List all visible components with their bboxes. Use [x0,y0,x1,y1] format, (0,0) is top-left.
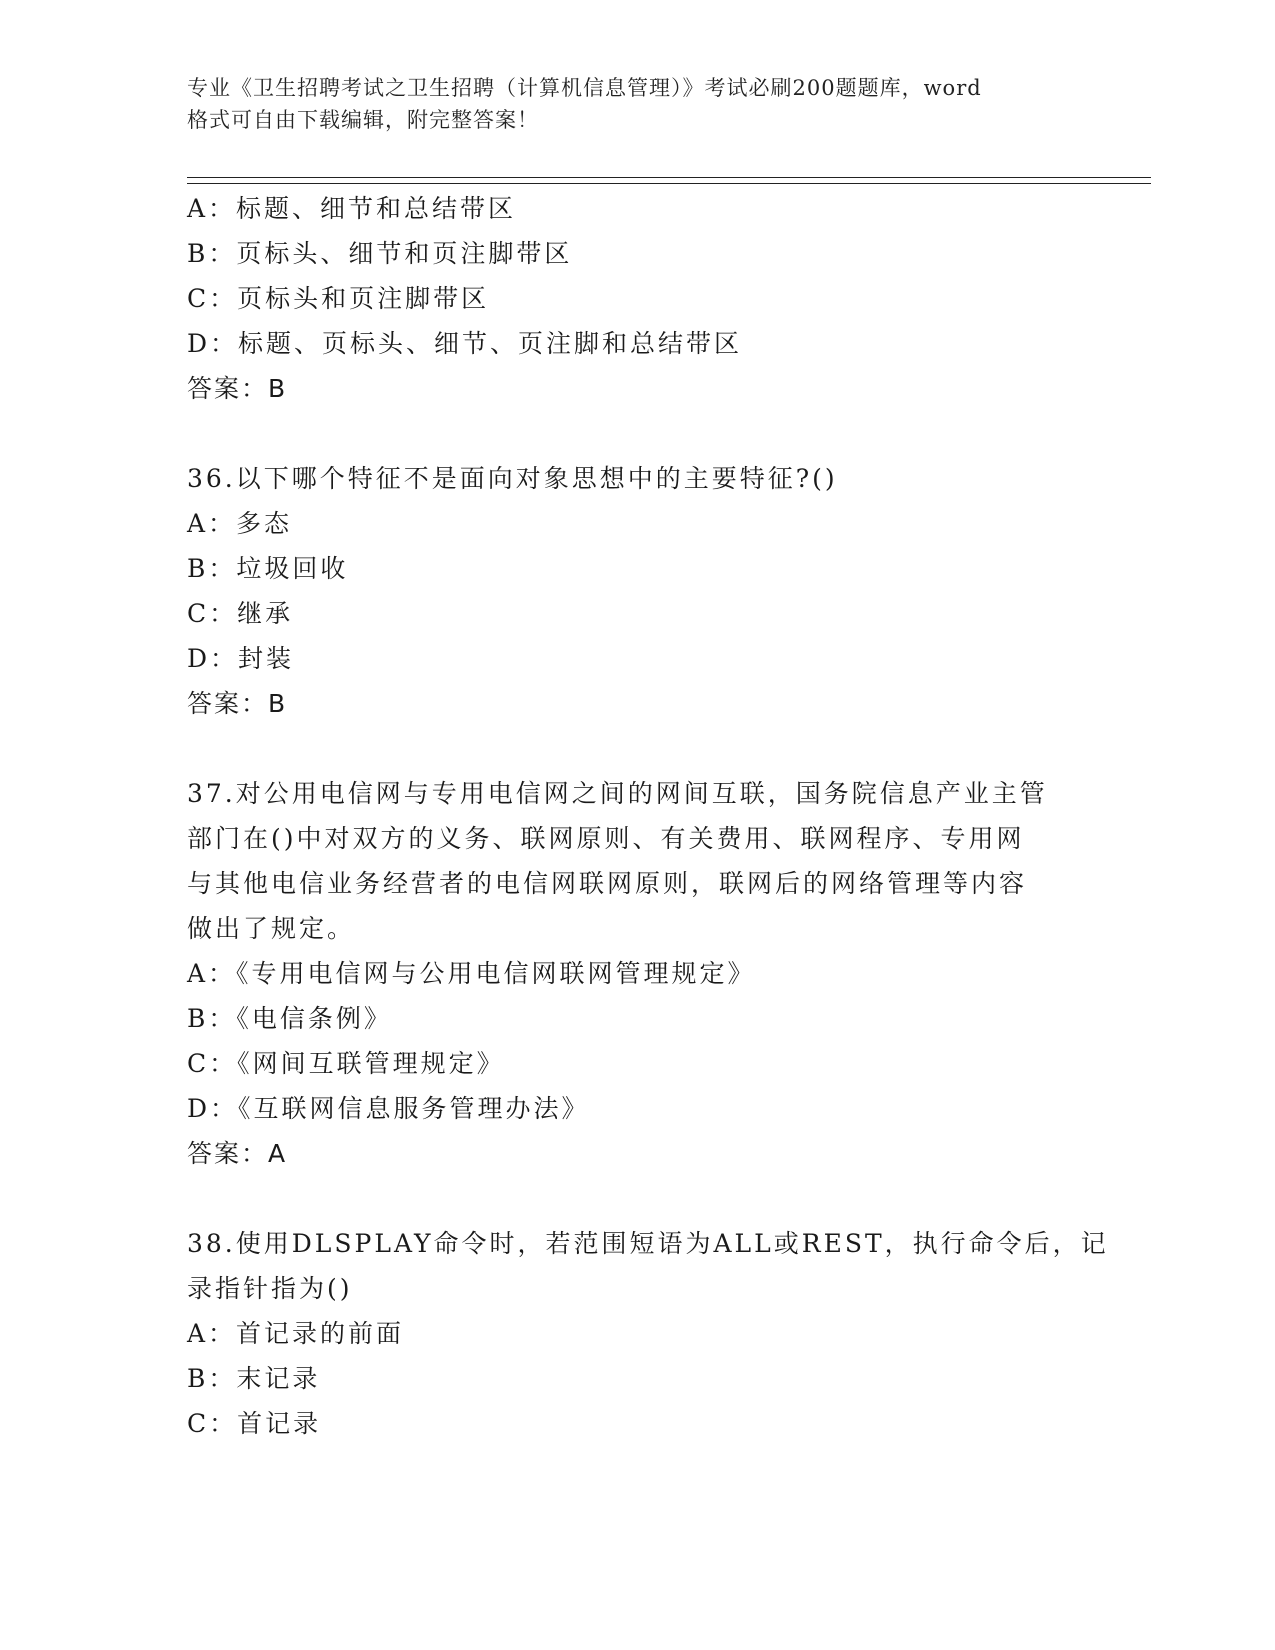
q37-option-c: C：《网间互联管理规定》 [187,1049,505,1078]
q37-option-a: A：《专用电信网与公用电信网联网管理规定》 [187,959,756,988]
q38-option-b: B：末记录 [187,1364,321,1393]
q37-question-line-2: 部门在()中对双方的义务、联网原则、有关费用、联网程序、专用网 [187,824,1025,853]
q37-question-line-3: 与其他电信业务经营者的电信网联网原则，联网后的网络管理等内容 [187,869,1028,898]
q36-option-a: A：多态 [187,509,293,538]
q37-question-line-4: 做出了规定。 [187,914,356,943]
q35-option-d: D：标题、页标头、细节、页注脚和总结带区 [187,329,743,358]
q36-option-c: C：继承 [187,599,294,628]
q35-option-a: A：标题、细节和总结带区 [187,194,517,223]
q36-answer: 答案：B [187,689,288,718]
q38-option-a: A：首记录的前面 [187,1319,405,1348]
q37-option-d: D：《互联网信息服务管理办法》 [187,1094,590,1123]
q36-question: 36.以下哪个特征不是面向对象思想中的主要特征?() [187,464,838,493]
header-divider-bottom [187,183,1151,184]
q38-question-line-2: 录指针指为() [187,1274,353,1303]
q37-answer: 答案：A [187,1139,288,1168]
header-line-2: 格式可自由下载编辑，附完整答案！ [187,108,539,132]
q35-option-c: C：页标头和页注脚带区 [187,284,490,313]
header-line-1: 专业《卫生招聘考试之卫生招聘（计算机信息管理）》考试必刷200题题库，word [187,76,982,100]
document-header [187,72,1087,136]
header-divider-top [187,177,1151,178]
q38-option-c: C：首记录 [187,1409,322,1438]
q35-option-b: B：页标头、细节和页注脚带区 [187,239,573,268]
q37-option-b: B：《电信条例》 [187,1004,392,1033]
q36-option-b: B：垃圾回收 [187,554,349,583]
q36-option-d: D：封装 [187,644,295,673]
q38-question-line-1: 38.使用DLSPLAY命令时，若范围短语为ALL或REST，执行命令后，记 [187,1229,1109,1258]
q37-question-line-1: 37.对公用电信网与专用电信网之间的网间互联，国务院信息产业主管 [187,779,1048,808]
q35-answer: 答案：B [187,374,288,403]
